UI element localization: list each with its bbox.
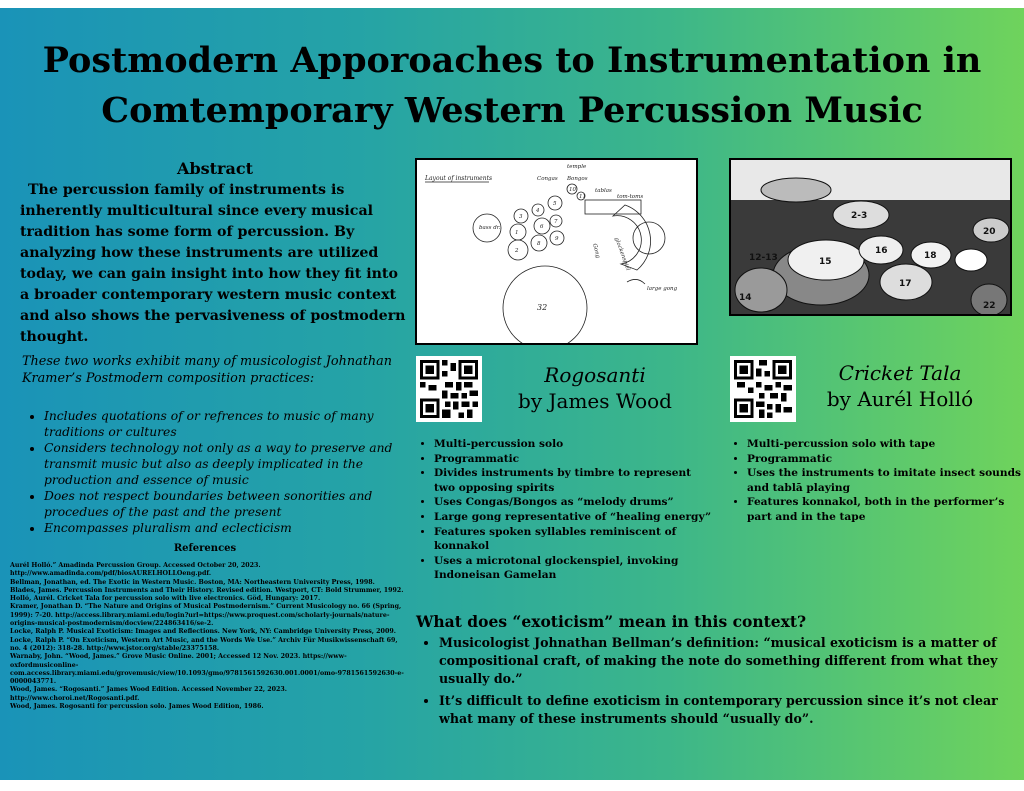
diagram-label: bass dr. — [479, 225, 501, 231]
list-item: • Uses the instruments to imitate insect sounds and tablā playing — [747, 466, 1024, 495]
reference-item: Wood, James. “Rogosanti.” James Wood Edition. Accessed November 22, 2023. http://www.choroi.net/Rogosanti.pdf. — [10, 686, 287, 702]
diagram-number: 5 — [553, 201, 557, 207]
diagram-number: 10 — [569, 187, 576, 193]
list-item: • Multi-percussion solo with tape — [747, 437, 1024, 452]
diagram-label: temple — [567, 164, 587, 170]
diagram-number: 11 — [579, 194, 586, 200]
list-item: • Programmatic — [434, 452, 714, 467]
reference-item: Locke, Ralph P. “On Exoticism, Western Art Music, and the Words We Use.” Archiv Für Musikwissenschaft 69, no. 4 (2012): 318-28. http://www.jstor.org/stable/23375158. — [10, 636, 398, 652]
qr-code-cricket-tala[interactable] — [730, 356, 796, 422]
photo-label: 18 — [924, 251, 937, 261]
list-item: • Features konnakol, both in the performer’s part and in the tape — [747, 495, 1024, 524]
list-item: • Divides instruments by timbre to represent two opposing spirits — [434, 466, 714, 495]
reference-item: Bellman, Jonathan, ed. The Exotic in Western Music. Boston, MA: Northeastern University Press, 1998. — [10, 578, 375, 586]
diagram-label: Gong — [591, 242, 601, 259]
work-byline-rogosanti: by James Wood — [518, 389, 672, 413]
qr-code-rogosanti[interactable] — [416, 356, 482, 422]
photo-label: 17 — [899, 279, 912, 289]
kramer-intro: These two works exhibit many of musicologist Johnathan Kramer’s Postmodern composition practices: — [22, 354, 392, 386]
list-item: • Considers technology not only as a way to preserve and transmit music but also as deeply implicated in the production and essence of music — [44, 440, 404, 488]
reference-item: Kramer, Jonathan D. “The Nature and Origins of Musical Postmodernism.” Current Musicology no. 66 (Spring, 1999): 7-20. http://access.library.miami.edu/login?url=https://www.proquest.com/scholarly-journals/nature-origins-musical-postmodernism/docview/224863416/se-2. — [10, 603, 402, 628]
diagram-number: 4 — [536, 208, 540, 214]
list-item: • Musicologist Johnathan Bellman’s definition: “musical exoticism is a matter of compositional craft, of making the note do something different from what they usually do.” — [439, 634, 1024, 688]
diagram-label: Congas — [537, 176, 558, 182]
diagram-number: 8 — [537, 241, 541, 247]
exoticism-heading: What does “exoticism” mean in this context? — [416, 612, 807, 631]
reference-item: Locke, Ralph P. Musical Exoticism: Images and Reflections. New York, NY: Cambridge University Press, 2009. — [10, 628, 396, 636]
diagram-number: 1 — [515, 230, 519, 236]
diagram-label: tablas — [595, 188, 612, 194]
exoticism-list — [425, 634, 1024, 732]
photo-label: 16 — [875, 246, 888, 256]
diagram-label: Bongos — [567, 176, 588, 182]
rogosanti-features — [420, 437, 714, 583]
reference-item: Aurél Holló.” Amadinda Percussion Group. Accessed October 20, 2023. http://www.amadinda.com/pdf/biosAURELHOLLOeng.pdf. — [10, 562, 261, 578]
poster — [0, 8, 1024, 780]
diagram-label: large gong — [647, 286, 678, 292]
diagram-number: 2 — [515, 248, 519, 254]
reference-item: Warnaby, John. “Wood, James.” Grove Music Online. 2001; Accessed 12 Nov. 2023. https://www-oxfordmusiconline-com.access.library.miami.edu/grovemusic/view/10.1093/gmo/9781561592630.001.0001/omo-9781561592630-e-0000043771. — [10, 653, 404, 686]
list-item: • Programmatic — [747, 452, 1024, 467]
references-list — [10, 562, 405, 711]
kramer-list — [32, 408, 404, 536]
instrument-setup-photo — [729, 158, 1012, 316]
work-title-rogosanti: Rogosanti — [544, 363, 646, 387]
list-item: • Encompasses pluralism and eclecticism — [44, 520, 404, 536]
diagram-number: 6 — [540, 224, 544, 230]
photo-label: 20 — [983, 227, 996, 237]
reference-item: Holló, Aurél. Cricket Tala for percussion solo with live electronics. Göd, Hungary: 2017. — [10, 595, 321, 603]
list-item: • Multi-percussion solo — [434, 437, 714, 452]
list-item: • Uses a microtonal glockenspiel, invoking Indoneisan Gamelan — [434, 554, 714, 583]
diagram-heading: Layout of instruments — [425, 175, 493, 182]
diagram-label: glockenspiel — [613, 236, 631, 272]
cricket-tala-features — [733, 437, 1024, 525]
diagram-number: 7 — [554, 219, 558, 225]
list-item: • Large gong representative of “healing energy” — [434, 510, 714, 525]
poster-title: Postmodern Apporoaches to Instrumentation in Comtemporary Western Percussion Music — [42, 40, 982, 131]
work-byline-cricket-tala: by Aurél Holló — [826, 387, 974, 411]
work-title-cricket-tala: Cricket Tala — [838, 361, 962, 385]
photo-label: 2-3 — [851, 211, 868, 221]
diagram-number: 3 — [519, 214, 523, 220]
list-item: • It’s difficult to define exoticism in contemporary percussion since it’s not clear what many of these instruments should “usually do”. — [439, 692, 1024, 728]
reference-item: Blades, James. Percussion Instruments and Their History. Revised edition. Westport, CT: Bold Strummer, 1992. — [10, 586, 404, 594]
list-item: • Includes quotations of or refrences to music of many traditions or cultures — [44, 408, 404, 440]
instrument-layout-diagram — [415, 158, 698, 345]
photo-label: 15 — [819, 257, 832, 267]
diagram-label: tom-toms — [617, 194, 644, 200]
list-item: • Does not respect boundaries between sonorities and procedues of the past and the present — [44, 488, 404, 520]
abstract-heading: Abstract — [177, 159, 253, 178]
list-item: • Uses Congas/Bongos as “melody drums” — [434, 495, 714, 510]
photo-label: 14 — [739, 293, 752, 303]
photo-label: 22 — [983, 301, 996, 311]
diagram-number: 9 — [555, 236, 559, 242]
reference-item: Wood, James. Rogosanti for percussion solo. James Wood Edition, 1986. — [10, 703, 264, 711]
list-item: • Features spoken syllables reminiscent of konnakol — [434, 525, 714, 554]
abstract-text: The percussion family of instruments is inherently multicultural since every musical tradition has some form of percussion. By analyzing how these instruments are utilized today, we can gain insight into how they fit into a broader contemporary western music context and also shows the pervasiveness of postmodern thought. — [20, 182, 406, 345]
references-heading: References — [173, 543, 237, 554]
diagram-label: 32 — [537, 303, 548, 312]
photo-label: 12-13 — [749, 253, 778, 263]
